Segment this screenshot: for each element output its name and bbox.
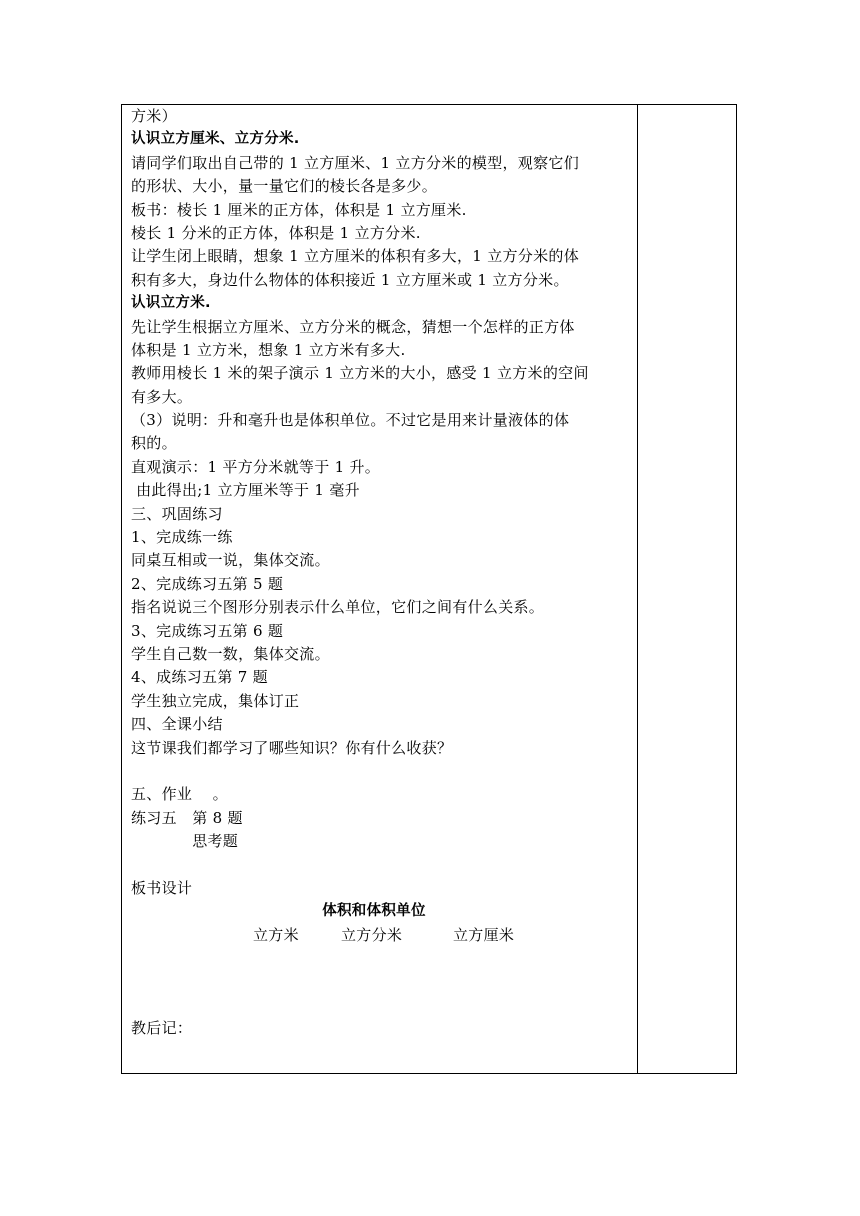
text-line: 由此得出;1 立方厘米等于 1 毫升	[131, 481, 360, 500]
section-heading: 认识立方米.	[131, 295, 211, 312]
blank-line	[131, 970, 631, 993]
blank-line	[131, 760, 631, 783]
text-line: 3、完成练习五第 6 题	[131, 621, 284, 640]
board-unit-cubic-decimeter: 立方分米	[341, 925, 403, 944]
text-line: 学生自己数一数，集体交流。	[131, 644, 330, 663]
text-line: （3）说明：升和毫升也是体积单位。不过它是用来计量液体的体	[131, 411, 570, 430]
text-line: 板书设计	[131, 878, 193, 897]
text-line: 体积是 1 立方米，想象 1 立方米有多大.	[131, 340, 406, 359]
text-line: 指名说说三个图形分别表示什么单位，它们之间有什么关系。	[131, 598, 545, 617]
text-line: 棱长 1 分米的正方体，体积是 1 立方分米.	[131, 223, 421, 242]
text-line: 2、完成练习五第 5 题	[131, 574, 284, 593]
section-heading: 认识立方厘米、立方分米.	[131, 131, 300, 148]
board-title: 体积和体积单位	[322, 903, 426, 920]
board-unit-cubic-centimeter: 立方厘米	[453, 925, 515, 944]
text-line: 让学生闭上眼睛，想象 1 立方厘米的体积有多大，1 立方分米的体	[131, 247, 579, 266]
text-line: 教师用棱长 1 米的架子演示 1 立方米的大小，感受 1 立方米的空间	[131, 364, 589, 383]
text-line: 学生独立完成，集体订正	[131, 691, 300, 710]
text-line: 有多大。	[131, 387, 193, 406]
board-unit-cubic-meter: 立方米	[253, 925, 299, 944]
text-line: 先让学生根据立方厘米、立方分米的概念，猜想一个怎样的正方体	[131, 317, 575, 336]
text-line: 练习五 第 8 题	[131, 808, 243, 827]
lesson-table	[121, 104, 737, 1074]
text-line: 同桌互相或一说，集体交流。	[131, 551, 330, 570]
text-line: 积的。	[131, 434, 177, 453]
text-line: 这节课我们都学习了哪些知识？你有什么收获？	[131, 738, 453, 757]
text-line: 1、完成练一练	[131, 528, 233, 547]
text-line: 积有多大，身边什么物体的体积接近 1 立方厘米或 1 立方分米。	[131, 270, 569, 289]
lesson-content-cell	[131, 105, 631, 1041]
text-line: 思考题	[131, 832, 239, 851]
column-divider	[637, 105, 638, 1073]
blank-line	[131, 854, 631, 877]
text-line: 四、全课小结	[131, 715, 223, 734]
board-units-row	[131, 924, 631, 947]
text-line: 请同学们取出自己带的 1 立方厘米、1 立方分米的模型，观察它们	[131, 153, 579, 172]
text-line: 4、成练习五第 7 题	[131, 668, 268, 687]
blank-line	[131, 994, 631, 1017]
text-line: 的形状、大小，量一量它们的棱长各是多少。	[131, 177, 438, 196]
blank-line	[131, 947, 631, 970]
text-line: 三、巩固练习	[131, 504, 223, 523]
text-line: 直观演示：1 平方分米就等于 1 升。	[131, 457, 381, 476]
text-line: 五、作业 。	[131, 785, 228, 804]
afterword-label: 教后记：	[131, 1019, 193, 1038]
text-line: 方米）	[131, 107, 177, 125]
text-line: 板书：棱长 1 厘米的正方体，体积是 1 立方厘米.	[131, 200, 467, 219]
